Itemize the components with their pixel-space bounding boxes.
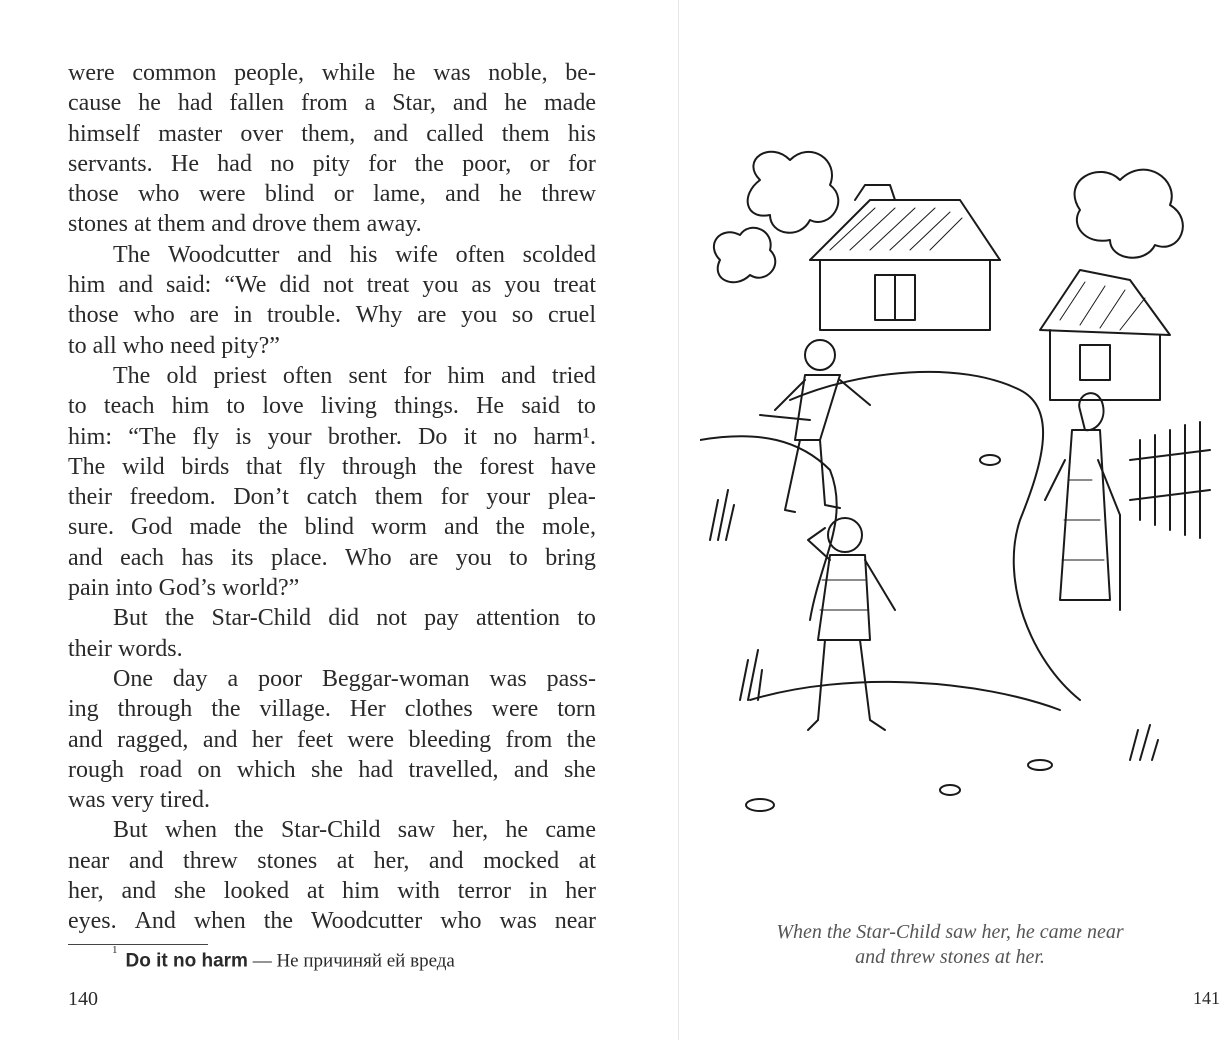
right-page [660, 0, 1228, 1040]
text-line: and each has its place. Who are you to bring [68, 544, 596, 571]
text-line: rough road on which she had travelled, and she [68, 756, 596, 783]
text-line: The old priest often sent for him and tried [113, 362, 596, 389]
text-line: to all who need pity?” [68, 332, 280, 359]
text-line: their words. [68, 635, 183, 662]
caption-line-1: When the Star-Child saw her, he came near [776, 921, 1124, 943]
text-line: him: “The fly is your brother. Do it no harm¹. [68, 423, 596, 450]
text-line: stones at them and drove them away. [68, 211, 422, 238]
text-line: was very tired. [68, 787, 210, 814]
footnote-translation: Не причиняй ей вреда [276, 950, 455, 972]
page-number-right: 141 [1193, 988, 1220, 1008]
text-line: him and said: “We did not treat you as you treat [68, 272, 596, 299]
text-line: those who are in trouble. Why are you so cruel [68, 302, 596, 329]
caption-line-2: and threw stones at her. [855, 946, 1045, 968]
text-line: The wild birds that fly through the forest have [68, 453, 596, 480]
text-line: their freedom. Don’t catch them for your plea- [68, 484, 596, 511]
footnote-rule [68, 944, 208, 945]
text-line: sure. God made the blind worm and the mole, [68, 514, 596, 541]
text-line: eyes. And when the Woodcutter who was near [68, 908, 596, 935]
text-line: and ragged, and her feet were bleeding from the [68, 726, 596, 753]
text-line: those who were blind or lame, and he threw [68, 181, 596, 208]
text-line: near and threw stones at her, and mocked at [68, 847, 596, 874]
text-line: servants. He had no pity for the poor, or for [68, 150, 596, 177]
text-line: But the Star-Child did not pay attention to [113, 605, 596, 632]
text-line: to teach him to love living things. He said to [68, 393, 596, 420]
footnote-dash: — [247, 950, 277, 972]
text-line: were common people, while he was noble, be- [68, 60, 596, 86]
illustration-caption [720, 920, 1180, 970]
page-number-left: 140 [68, 988, 98, 1010]
text-line: ing through the village. Her clothes were torn [68, 696, 596, 723]
text-line: But when the Star-Child saw her, he came [113, 817, 596, 844]
footnote [112, 944, 455, 972]
text-line: The Woodcutter and his wife often scolded [113, 241, 596, 268]
illustration [700, 140, 1220, 840]
text-line: pain into God’s world?” [68, 575, 300, 602]
footnote-term: Do it no harm [125, 950, 248, 972]
body-text [68, 58, 596, 937]
text-line: himself master over them, and called them his [68, 120, 596, 147]
text-line: cause he had fallen from a Star, and he made [68, 90, 596, 117]
footnote-marker: 1 [112, 944, 118, 956]
text-line: her, and she looked at him with terror in her [68, 878, 596, 905]
text-line: One day a poor Beggar-woman was pass- [113, 665, 596, 692]
